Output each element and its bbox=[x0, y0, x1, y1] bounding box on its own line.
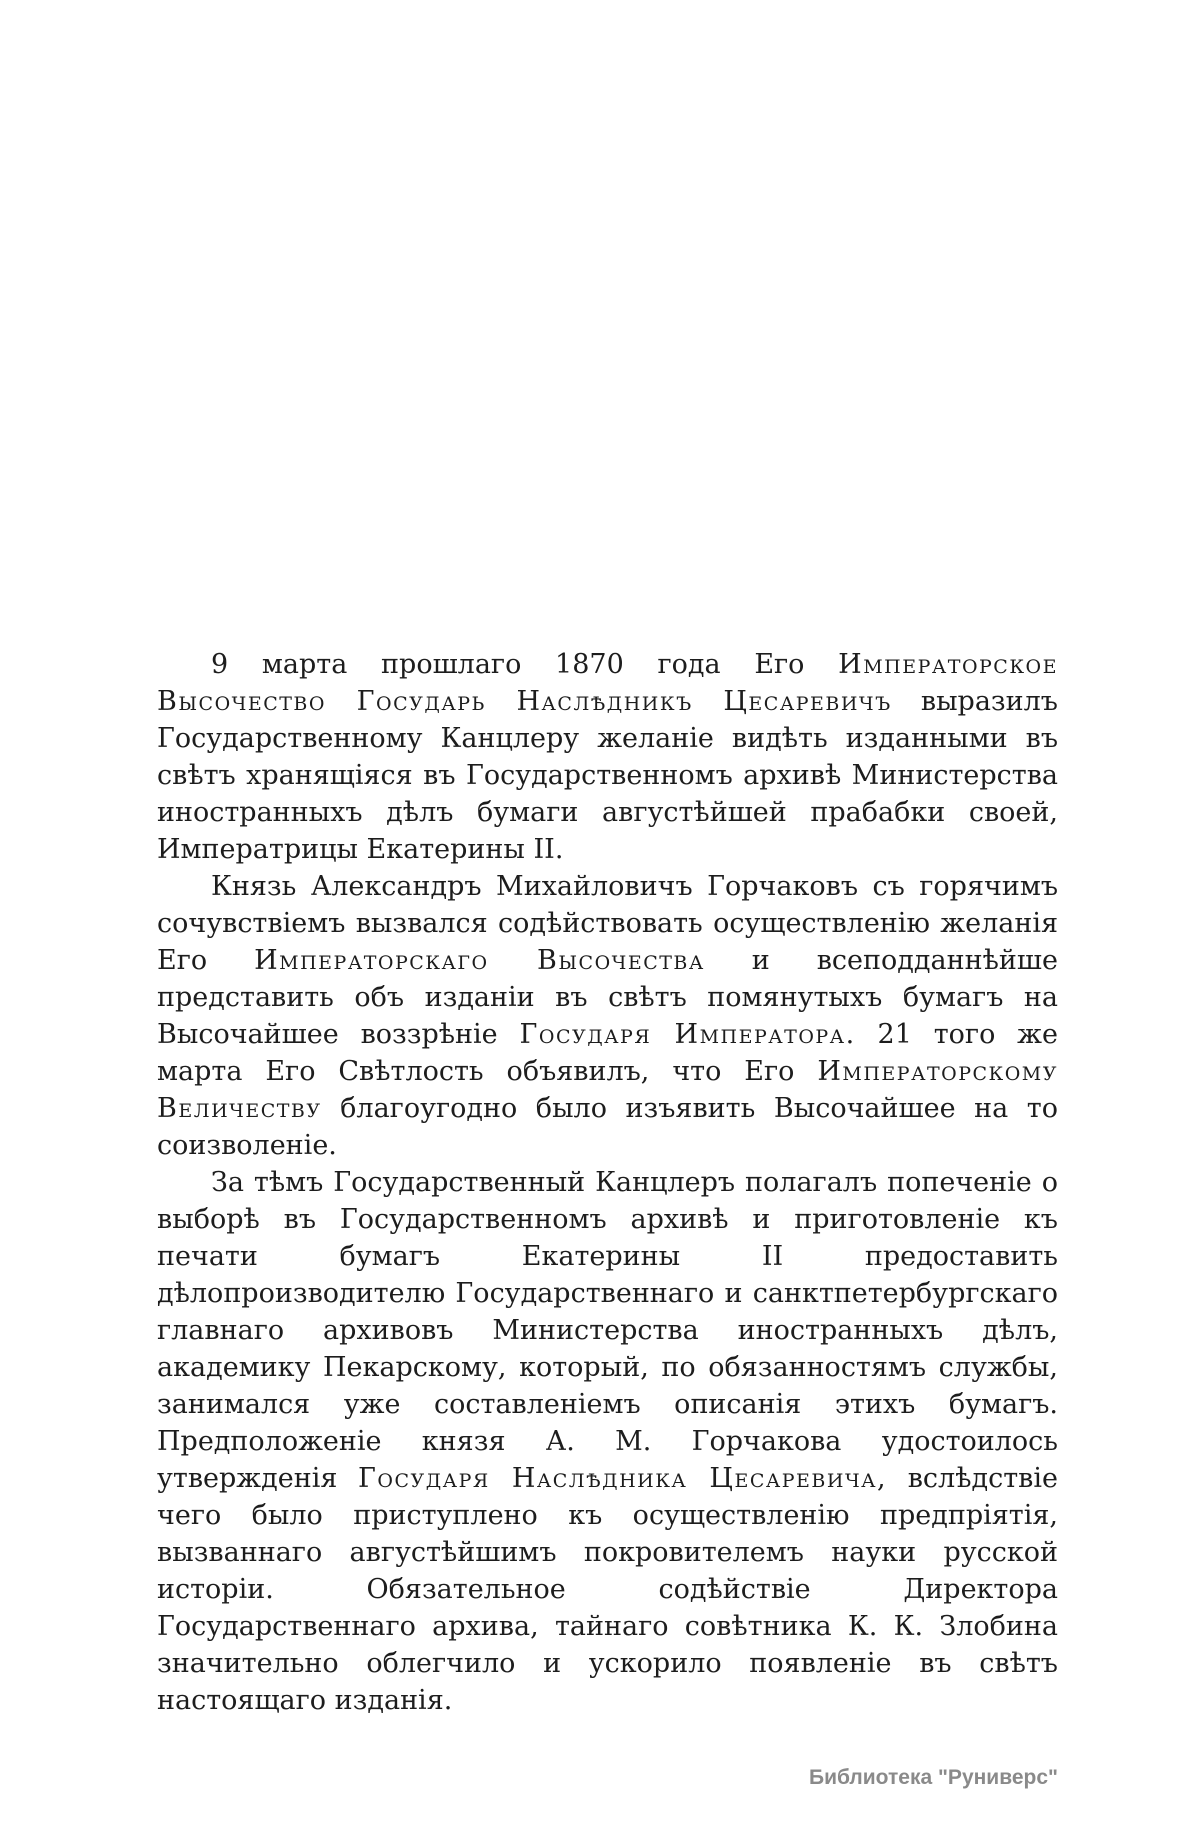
body-text: 9 марта прошлаго 1870 года Его bbox=[211, 649, 839, 680]
royal-title-text: Государя Наслѣдника Цесаревича, bbox=[358, 1463, 888, 1494]
royal-title-text: Императорское Высочество Государь Наслѣдникъ Цесаревичъ bbox=[157, 649, 1058, 717]
library-watermark: Библиотека "Руниверс" bbox=[808, 1766, 1058, 1789]
paragraph-3 bbox=[157, 1164, 1058, 1719]
royal-title-text: Государя Императора. bbox=[519, 1019, 856, 1050]
body-text: благоугодно было изъявить Высочайшее на то соизволеніе. bbox=[157, 1093, 1058, 1161]
royal-title-text: Императорскаго Высочества bbox=[254, 945, 705, 976]
body-text: 21 того же марта Его Свѣтлость объявилъ, что Его bbox=[157, 1019, 1058, 1087]
body-text: вслѣдствіе чего было приступлено къ осуществленію предпріятія, вызваннаго августѣйшимъ покровителемъ науки русской исторіи. Обязательное содѣйствіе Директора Государственнаго архива, тайнаго совѣтника К. К. Злобина значительно облегчило и ускорило появленіе въ свѣтъ настоящаго изданія. bbox=[157, 1463, 1058, 1716]
body-text: Князь Александръ Михайловичъ Горчаковъ съ горячимъ сочувствіемъ вызвался содѣйствовать осуществленію желанія Его bbox=[157, 871, 1058, 976]
body-text: выразилъ Государственному Канцлеру желаніе видѣть изданными въ свѣтъ хранящіяся въ Государственномъ архивѣ Министерства иностранныхъ дѣлъ бумаги августѣйшей прабабки своей, Императрицы Екатерины II. bbox=[157, 686, 1058, 865]
paragraph-2 bbox=[157, 868, 1058, 1164]
preface-text-block bbox=[157, 646, 1058, 1719]
royal-title-text: Императорскому Величеству bbox=[157, 1056, 1058, 1124]
paragraph-1 bbox=[157, 646, 1058, 868]
body-text: За тѣмъ Государственный Канцлеръ полагалъ попеченіе о выборѣ въ Государственномъ архивѣ и приготовленіе къ печати бумагъ Екатерины II предоставить дѣлопроизводителю Государственнаго и санктпетербургскаго главнаго архивовъ Министерства иностранныхъ дѣлъ, академику Пекарскому, который, по обязанностямъ службы, занимался уже составленіемъ описанія этихъ бумагъ. Предположеніе князя А. М. Горчакова удостоилось утвержденія bbox=[157, 1167, 1058, 1494]
body-text: и всеподданнѣйше представить объ изданіи въ свѣтъ помянутыхъ бумагъ на Высочайшее воззрѣніе bbox=[157, 945, 1058, 1050]
